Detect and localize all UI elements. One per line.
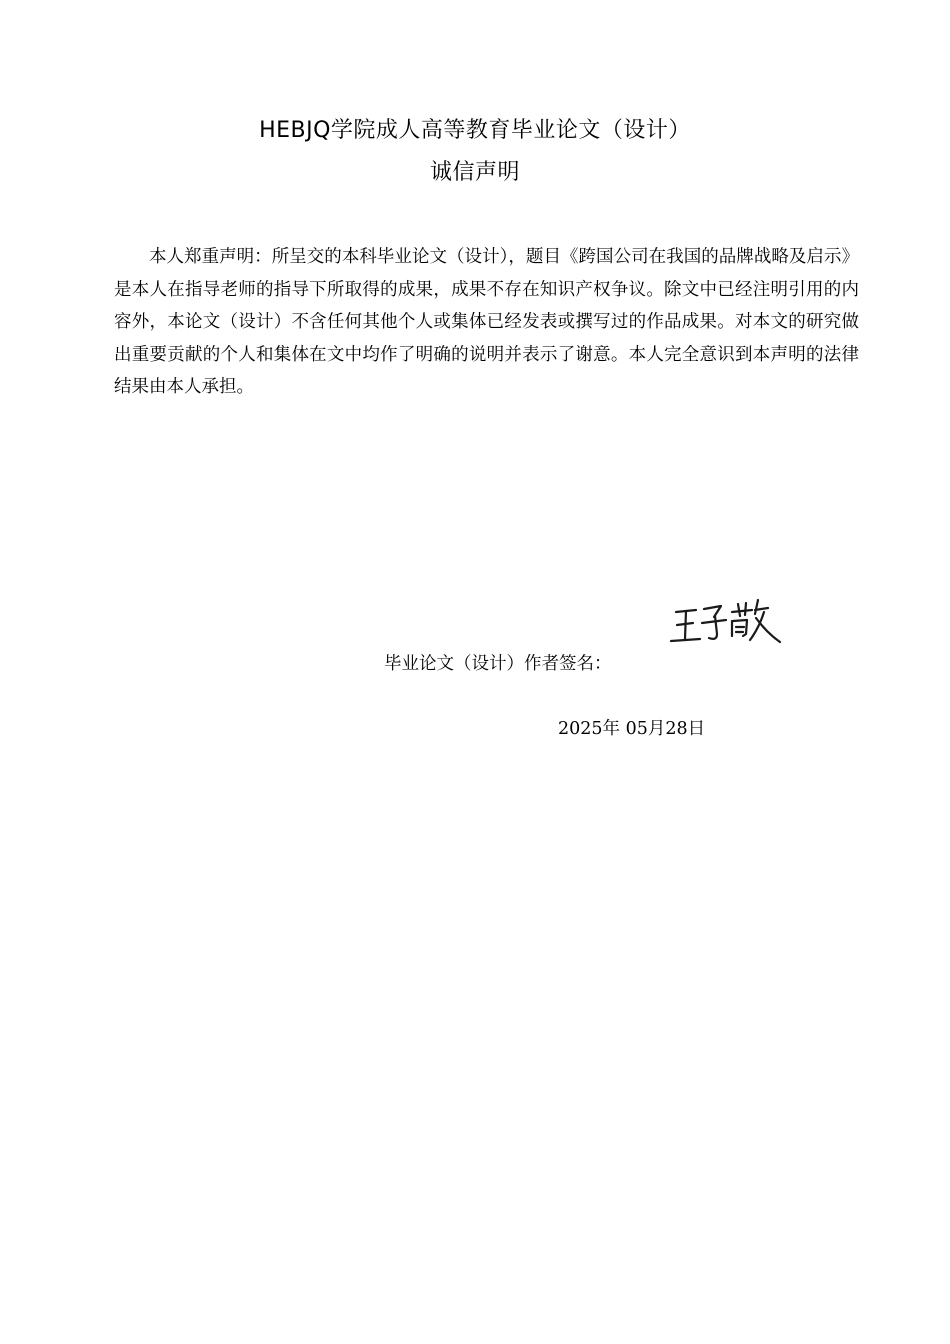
- signature-label: 毕业论文（设计）作者签名：: [384, 654, 612, 674]
- document-subtitle: 诚信声明: [429, 160, 520, 185]
- document-title: HEBJQ学院成人高等教育毕业论文（设计）: [259, 118, 691, 143]
- declaration-paragraph: 本人郑重声明：所呈交的本科毕业论文（设计），题目《跨国公司在我国的品牌战略及启示》是本人在指导老师的指导下所取得的成果，成果不存在知识产权争议。除文中已经注明引用的内容外，本论文（设计）不含任何其他个人或集体已经发表或撰写过的作品成果。对本文的研究做出重要贡献的个人和集体在文中均作了明确的说明并表示了谢意。本人完全意识到本声明的法律结果由本人承担。: [114, 247, 859, 397]
- signature-date: 2025年 05月28日: [558, 719, 706, 739]
- handwritten-signature: [664, 590, 788, 654]
